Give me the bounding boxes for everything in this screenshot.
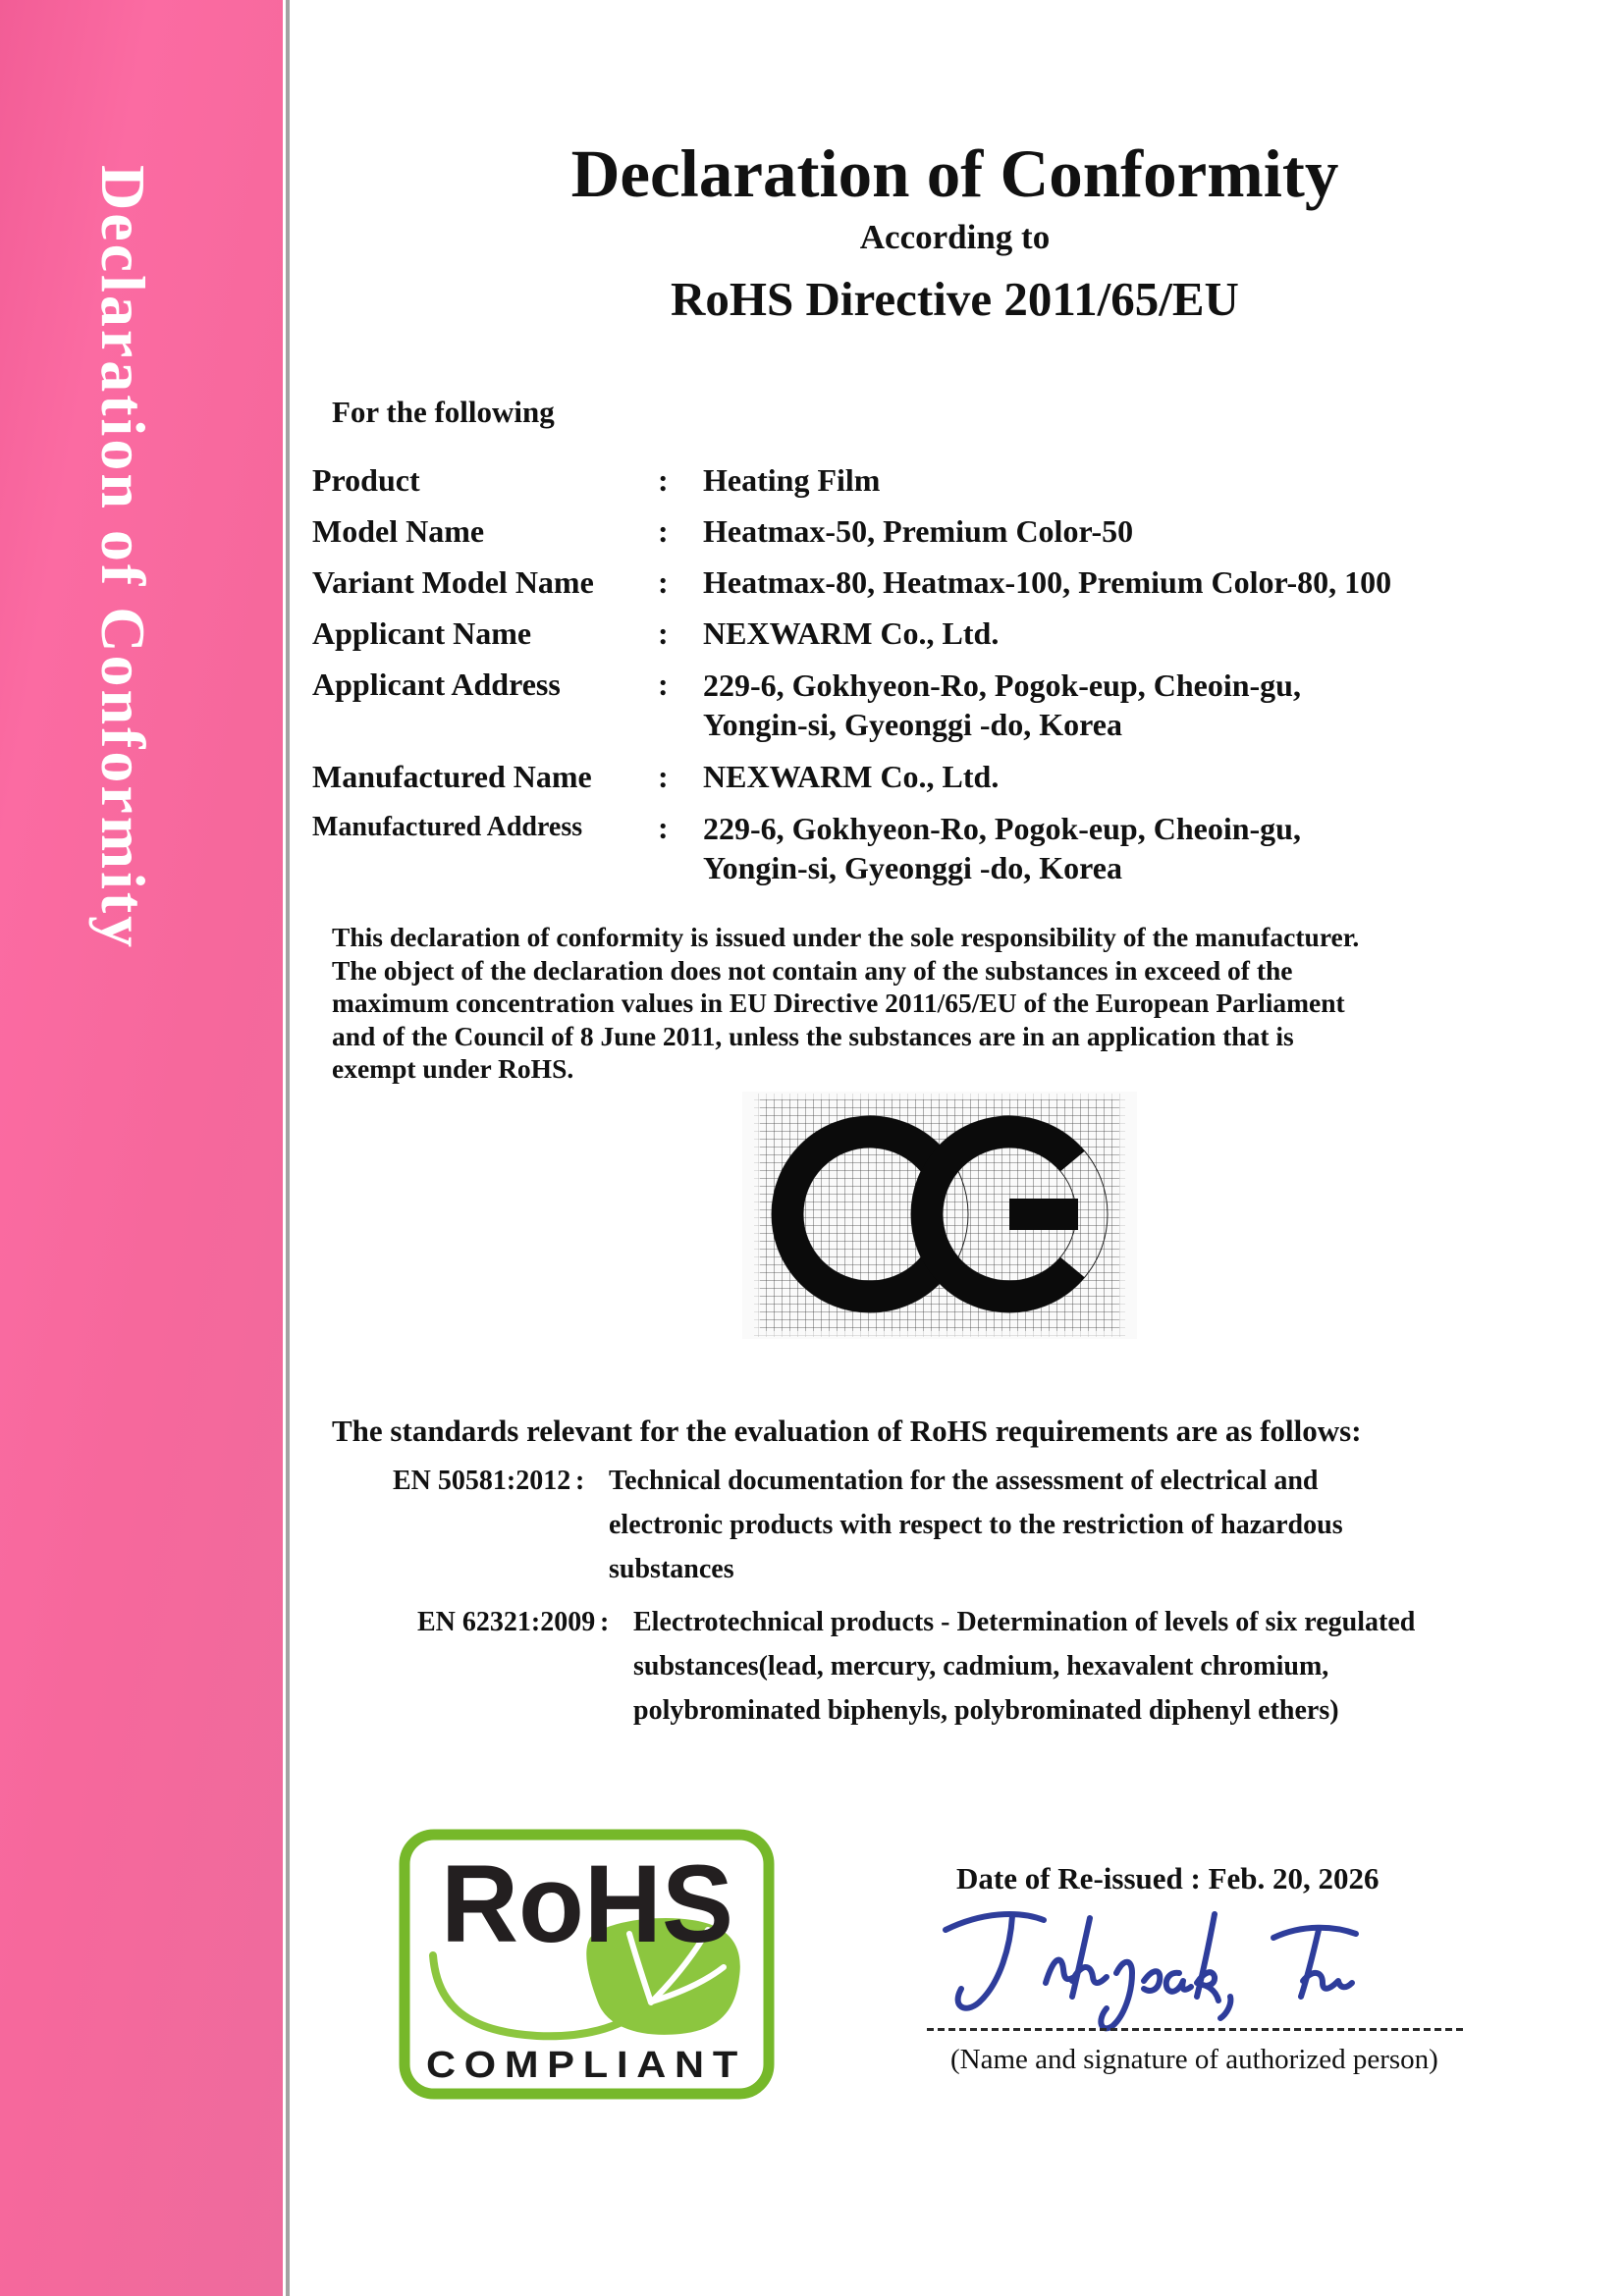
field-row-manufactured-address	[312, 809, 1391, 887]
date-of-reissue: Date of Re-issued : Feb. 20, 2026	[956, 1861, 1380, 1896]
field-row-model-name	[312, 512, 1391, 550]
rohs-compliant-icon	[398, 1828, 776, 2101]
product-details-table	[312, 461, 1391, 901]
declaration-line: maximum concentration values in EU Directive 2011/65/EU of the European Parliament	[332, 988, 1345, 1018]
field-value: NEXWARM Co., Ltd.	[703, 615, 1000, 651]
field-label: Manufactured Address	[312, 812, 583, 842]
field-value: Heatmax-80, Heatmax-100, Premium Color-80, 100	[703, 564, 1392, 600]
declaration-line: exempt under RoHS.	[332, 1053, 574, 1084]
standard-code: EN 50581:2012	[393, 1466, 571, 1496]
standard-description	[609, 1459, 1343, 1591]
signature-caption: (Name and signature of authorized person)	[950, 2044, 1438, 2075]
field-colon: :	[658, 667, 669, 702]
signature-icon	[928, 1898, 1419, 2036]
field-label: Manufactured Name	[312, 759, 592, 794]
field-row-product	[312, 461, 1391, 499]
address-line-1: 229-6, Gokhyeon-Ro, Pogok-eup, Cheoin-gu,	[703, 811, 1301, 846]
address-line-2: Yongin-si, Gyeonggi -do, Korea	[703, 707, 1122, 742]
field-label: Applicant Name	[312, 615, 532, 651]
field-colon: :	[658, 564, 669, 600]
field-value	[703, 666, 1301, 744]
standard-line: Technical documentation for the assessment of electrical and	[609, 1466, 1319, 1496]
standard-colon: :	[575, 1466, 585, 1496]
field-colon: :	[658, 513, 669, 549]
field-value	[703, 809, 1301, 887]
standard-code: EN 62321:2009	[417, 1607, 596, 1637]
field-label: Product	[312, 462, 420, 498]
field-value: NEXWARM Co., Ltd.	[703, 759, 1000, 794]
standards-heading: The standards relevant for the evaluation of RoHS requirements are as follows:	[332, 1414, 1362, 1448]
directive-title: RoHS Directive 2011/65/EU	[671, 272, 1239, 326]
field-colon: :	[658, 810, 669, 845]
field-row-applicant-address	[312, 666, 1391, 744]
sidebar-divider	[284, 0, 290, 2296]
field-value: Heatmax-50, Premium Color-50	[703, 513, 1134, 549]
address-line-1: 229-6, Gokhyeon-Ro, Pogok-eup, Cheoin-gu,	[703, 667, 1301, 703]
address-line-2: Yongin-si, Gyeonggi -do, Korea	[703, 850, 1122, 885]
subtitle-according-to: According to	[859, 218, 1051, 256]
for-the-following-heading: For the following	[332, 395, 555, 429]
standard-line: polybrominated biphenyls, polybrominated diphenyl ethers)	[633, 1695, 1339, 1726]
standard-item-en62321	[417, 1600, 1415, 1733]
sidebar-vertical-title: Declaration of Conformity	[88, 165, 158, 951]
page-title: Declaration of Conformity	[570, 136, 1339, 211]
field-label: Applicant Address	[312, 667, 561, 702]
sidebar-ribbon	[0, 0, 283, 2296]
standard-description	[633, 1600, 1415, 1733]
field-colon: :	[658, 615, 669, 651]
rohs-logo-subtitle: COMPLIANT	[426, 2045, 746, 2086]
standard-line: Electrotechnical products - Determination of levels of six regulated	[633, 1607, 1416, 1637]
signature-handwriting	[928, 1898, 1419, 2036]
field-colon: :	[658, 759, 669, 794]
field-colon: :	[658, 462, 669, 498]
field-label: Model Name	[312, 513, 485, 549]
ce-marking-logo	[742, 1092, 1137, 1339]
field-row-variant-model-name	[312, 563, 1391, 601]
field-value: Heating Film	[703, 462, 881, 498]
field-label: Variant Model Name	[312, 564, 594, 600]
standard-line: substances	[609, 1554, 734, 1584]
rohs-compliant-logo	[398, 1828, 776, 2101]
field-row-applicant-name	[312, 614, 1391, 652]
field-row-manufactured-name	[312, 758, 1391, 795]
signature-line	[927, 2028, 1467, 2031]
rohs-logo-title: RoHS	[441, 1842, 733, 1965]
declaration-line: The object of the declaration does not contain any of the substances in exceed of the	[332, 954, 1293, 986]
declaration-paragraph	[332, 921, 1359, 1086]
standard-item-en50581	[393, 1459, 1343, 1591]
standard-colon: :	[600, 1607, 610, 1637]
declaration-line: and of the Council of 8 June 2011, unless the substances are in an application that is	[332, 1020, 1294, 1051]
declaration-line: This declaration of conformity is issued under the sole responsibility of the manufacturer.	[332, 922, 1360, 952]
standard-line: electronic products with respect to the restriction of hazardous	[609, 1510, 1343, 1540]
ce-mark-icon	[742, 1092, 1137, 1339]
standard-line: substances(lead, mercury, cadmium, hexavalent chromium,	[633, 1651, 1329, 1682]
